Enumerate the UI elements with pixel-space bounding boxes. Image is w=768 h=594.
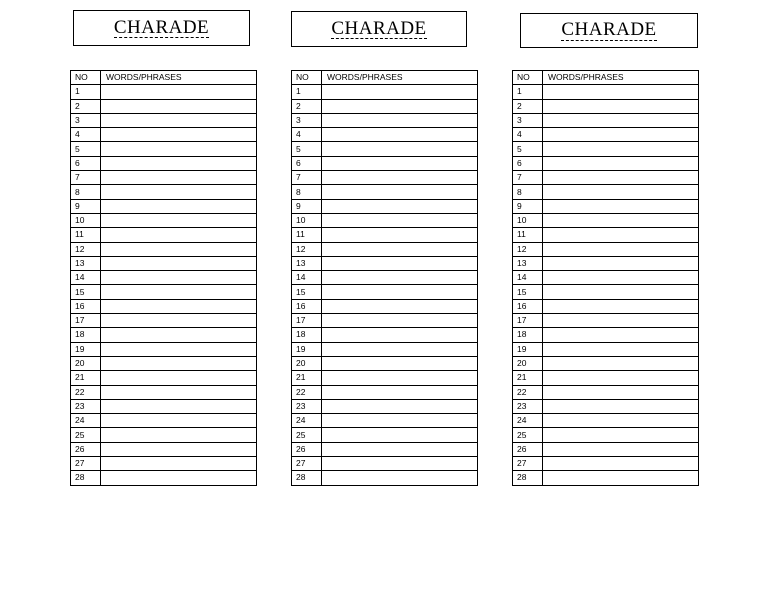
sheet-title: CHARADE: [561, 19, 657, 41]
word-cell[interactable]: [101, 371, 257, 385]
table-row: [513, 399, 699, 413]
row-number: 23: [292, 399, 322, 413]
word-cell[interactable]: [322, 428, 478, 442]
row-number: 6: [292, 156, 322, 170]
table-header-row: [71, 71, 257, 85]
table-row: [292, 85, 478, 99]
row-number: 15: [71, 285, 101, 299]
word-cell[interactable]: [101, 85, 257, 99]
table-row: [513, 142, 699, 156]
word-cell[interactable]: [322, 99, 478, 113]
table-row: [513, 185, 699, 199]
row-number: 18: [292, 328, 322, 342]
word-table-1: [70, 70, 257, 486]
table-row: [292, 457, 478, 471]
row-number: 1: [71, 85, 101, 99]
row-number: 20: [292, 356, 322, 370]
row-number: 1: [292, 85, 322, 99]
table-row: [513, 199, 699, 213]
row-number: 8: [513, 185, 543, 199]
word-cell[interactable]: [322, 199, 478, 213]
table-row: [513, 428, 699, 442]
table-row: [292, 99, 478, 113]
row-number: 28: [71, 471, 101, 485]
row-number: 1: [513, 85, 543, 99]
header-no: NO: [513, 71, 543, 85]
table-row: [71, 185, 257, 199]
table-row: [71, 314, 257, 328]
table-row: [513, 471, 699, 485]
table-row: [292, 213, 478, 227]
row-number: 12: [71, 242, 101, 256]
table-row: [71, 457, 257, 471]
word-cell[interactable]: [101, 228, 257, 242]
row-number: 4: [71, 128, 101, 142]
row-number: 5: [292, 142, 322, 156]
table-row: [292, 185, 478, 199]
word-cell[interactable]: [543, 285, 699, 299]
row-number: 2: [71, 99, 101, 113]
word-cell[interactable]: [101, 171, 257, 185]
row-number: 4: [513, 128, 543, 142]
word-cell[interactable]: [543, 428, 699, 442]
table-row: [71, 213, 257, 227]
row-number: 13: [71, 256, 101, 270]
table-row: [513, 85, 699, 99]
word-cell[interactable]: [101, 256, 257, 270]
row-number: 14: [71, 271, 101, 285]
row-number: 19: [513, 342, 543, 356]
table-row: [292, 442, 478, 456]
table-row: [292, 271, 478, 285]
table-row: [71, 199, 257, 213]
word-cell[interactable]: [101, 99, 257, 113]
row-number: 28: [513, 471, 543, 485]
row-number: 27: [513, 457, 543, 471]
word-cell[interactable]: [101, 314, 257, 328]
row-number: 27: [292, 457, 322, 471]
header-no: NO: [71, 71, 101, 85]
row-number: 20: [71, 356, 101, 370]
row-number: 2: [513, 99, 543, 113]
table-row: [513, 128, 699, 142]
table-row: [513, 414, 699, 428]
word-cell[interactable]: [543, 271, 699, 285]
word-cell[interactable]: [322, 256, 478, 270]
word-cell[interactable]: [322, 171, 478, 185]
row-number: 16: [513, 299, 543, 313]
table-row: [513, 228, 699, 242]
word-cell[interactable]: [543, 242, 699, 256]
table-row: [292, 399, 478, 413]
word-cell[interactable]: [543, 85, 699, 99]
table-header-row: [513, 71, 699, 85]
table-row: [513, 285, 699, 299]
table-row: [71, 242, 257, 256]
word-cell[interactable]: [322, 342, 478, 356]
row-number: 8: [71, 185, 101, 199]
table-row: [71, 85, 257, 99]
word-cell[interactable]: [543, 299, 699, 313]
row-number: 19: [292, 342, 322, 356]
table-row: [292, 328, 478, 342]
table-row: [292, 299, 478, 313]
word-cell[interactable]: [101, 356, 257, 370]
word-cell[interactable]: [543, 457, 699, 471]
word-cell[interactable]: [322, 185, 478, 199]
table-row: [513, 299, 699, 313]
row-number: 23: [513, 399, 543, 413]
row-number: 13: [513, 256, 543, 270]
word-cell[interactable]: [322, 371, 478, 385]
word-cell[interactable]: [101, 128, 257, 142]
table-row: [292, 242, 478, 256]
row-number: 4: [292, 128, 322, 142]
row-number: 11: [513, 228, 543, 242]
table-row: [513, 457, 699, 471]
header-words-phrases: WORDS/PHRASES: [543, 71, 699, 85]
table-row: [71, 299, 257, 313]
row-number: 22: [292, 385, 322, 399]
word-table-3: [512, 70, 699, 486]
table-row: [71, 328, 257, 342]
table-row: [71, 256, 257, 270]
row-number: 20: [513, 356, 543, 370]
row-number: 22: [71, 385, 101, 399]
table-row: [513, 356, 699, 370]
table-row: [71, 113, 257, 127]
word-cell[interactable]: [543, 414, 699, 428]
row-number: 11: [71, 228, 101, 242]
word-cell[interactable]: [543, 199, 699, 213]
word-cell[interactable]: [543, 356, 699, 370]
row-number: 14: [292, 271, 322, 285]
word-cell[interactable]: [322, 457, 478, 471]
table-row: [71, 228, 257, 242]
table-row: [71, 99, 257, 113]
row-number: 7: [292, 171, 322, 185]
row-number: 17: [71, 314, 101, 328]
row-number: 26: [71, 442, 101, 456]
word-cell[interactable]: [101, 113, 257, 127]
table-row: [513, 113, 699, 127]
table-row: [513, 156, 699, 170]
table-row: [513, 242, 699, 256]
word-cell[interactable]: [543, 156, 699, 170]
word-cell[interactable]: [101, 428, 257, 442]
title-box-3: [520, 13, 698, 48]
word-cell[interactable]: [101, 213, 257, 227]
row-number: 22: [513, 385, 543, 399]
word-cell[interactable]: [322, 314, 478, 328]
table-row: [292, 385, 478, 399]
word-cell[interactable]: [322, 156, 478, 170]
row-number: 7: [71, 171, 101, 185]
word-cell[interactable]: [101, 442, 257, 456]
table-row: [292, 471, 478, 485]
row-number: 21: [292, 371, 322, 385]
row-number: 3: [292, 113, 322, 127]
word-cell[interactable]: [322, 471, 478, 485]
word-cell[interactable]: [322, 414, 478, 428]
table-row: [292, 228, 478, 242]
table-row: [513, 314, 699, 328]
row-number: 9: [513, 199, 543, 213]
word-cell[interactable]: [101, 385, 257, 399]
word-cell[interactable]: [543, 185, 699, 199]
word-cell[interactable]: [101, 399, 257, 413]
header-words-phrases: WORDS/PHRASES: [101, 71, 257, 85]
word-cell[interactable]: [101, 342, 257, 356]
row-number: 5: [513, 142, 543, 156]
table-row: [292, 256, 478, 270]
row-number: 24: [513, 414, 543, 428]
word-cell[interactable]: [322, 113, 478, 127]
row-number: 8: [292, 185, 322, 199]
title-box-2: [291, 11, 467, 47]
word-cell[interactable]: [543, 142, 699, 156]
row-number: 16: [71, 299, 101, 313]
row-number: 5: [71, 142, 101, 156]
table-row: [71, 385, 257, 399]
table-row: [513, 171, 699, 185]
table-row: [71, 442, 257, 456]
table-row: [71, 399, 257, 413]
table-row: [513, 442, 699, 456]
row-number: 6: [513, 156, 543, 170]
row-number: 6: [71, 156, 101, 170]
table-row: [71, 171, 257, 185]
table-row: [292, 128, 478, 142]
word-cell[interactable]: [101, 242, 257, 256]
word-cell[interactable]: [101, 142, 257, 156]
row-number: 11: [292, 228, 322, 242]
row-number: 17: [292, 314, 322, 328]
row-number: 26: [292, 442, 322, 456]
word-cell[interactable]: [543, 385, 699, 399]
table-row: [71, 128, 257, 142]
word-cell[interactable]: [543, 328, 699, 342]
word-cell[interactable]: [543, 171, 699, 185]
row-number: 19: [71, 342, 101, 356]
table-row: [71, 156, 257, 170]
word-cell[interactable]: [543, 314, 699, 328]
header-words-phrases: WORDS/PHRASES: [322, 71, 478, 85]
table-row: [513, 271, 699, 285]
word-cell[interactable]: [322, 128, 478, 142]
word-cell[interactable]: [322, 228, 478, 242]
word-cell[interactable]: [101, 471, 257, 485]
word-cell[interactable]: [322, 242, 478, 256]
row-number: 10: [513, 213, 543, 227]
word-cell[interactable]: [543, 228, 699, 242]
word-cell[interactable]: [101, 328, 257, 342]
row-number: 14: [513, 271, 543, 285]
title-box-1: [73, 10, 250, 46]
table-row: [292, 371, 478, 385]
row-number: 16: [292, 299, 322, 313]
word-cell[interactable]: [543, 256, 699, 270]
row-number: 7: [513, 171, 543, 185]
table-row: [71, 356, 257, 370]
row-number: 13: [292, 256, 322, 270]
word-cell[interactable]: [322, 285, 478, 299]
word-cell[interactable]: [101, 199, 257, 213]
row-number: 10: [71, 213, 101, 227]
table-row: [513, 99, 699, 113]
row-number: 27: [71, 457, 101, 471]
word-cell[interactable]: [543, 371, 699, 385]
table-row: [292, 342, 478, 356]
table-row: [71, 471, 257, 485]
table-row: [292, 199, 478, 213]
table-row: [513, 385, 699, 399]
row-number: 15: [513, 285, 543, 299]
row-number: 15: [292, 285, 322, 299]
table-row: [292, 356, 478, 370]
table-row: [71, 371, 257, 385]
table-row: [513, 213, 699, 227]
row-number: 18: [71, 328, 101, 342]
word-cell[interactable]: [101, 271, 257, 285]
row-number: 23: [71, 399, 101, 413]
word-cell[interactable]: [543, 342, 699, 356]
table-row: [292, 428, 478, 442]
word-cell[interactable]: [322, 271, 478, 285]
word-cell[interactable]: [322, 385, 478, 399]
table-row: [292, 285, 478, 299]
sheet-title: CHARADE: [113, 16, 210, 38]
table-row: [513, 342, 699, 356]
row-number: 2: [292, 99, 322, 113]
table-row: [71, 142, 257, 156]
row-number: 3: [513, 113, 543, 127]
word-cell[interactable]: [101, 457, 257, 471]
row-number: 26: [513, 442, 543, 456]
row-number: 24: [292, 414, 322, 428]
row-number: 25: [513, 428, 543, 442]
row-number: 21: [71, 371, 101, 385]
table-row: [71, 342, 257, 356]
row-number: 21: [513, 371, 543, 385]
table-row: [71, 414, 257, 428]
table-row: [71, 271, 257, 285]
word-table-2: [291, 70, 478, 486]
row-number: 12: [292, 242, 322, 256]
word-cell[interactable]: [101, 185, 257, 199]
word-cell[interactable]: [101, 285, 257, 299]
table-row: [513, 371, 699, 385]
row-number: 17: [513, 314, 543, 328]
table-row: [292, 314, 478, 328]
word-cell[interactable]: [543, 213, 699, 227]
table-row: [292, 142, 478, 156]
word-cell[interactable]: [543, 99, 699, 113]
word-cell[interactable]: [322, 85, 478, 99]
word-cell[interactable]: [322, 399, 478, 413]
table-row: [71, 428, 257, 442]
word-cell[interactable]: [322, 142, 478, 156]
table-row: [292, 171, 478, 185]
word-cell[interactable]: [101, 414, 257, 428]
row-number: 9: [292, 199, 322, 213]
row-number: 10: [292, 213, 322, 227]
row-number: 25: [292, 428, 322, 442]
word-cell[interactable]: [101, 299, 257, 313]
word-cell[interactable]: [322, 299, 478, 313]
row-number: 28: [292, 471, 322, 485]
table-row: [513, 256, 699, 270]
row-number: 25: [71, 428, 101, 442]
sheet-title: CHARADE: [331, 17, 427, 39]
table-header-row: [292, 71, 478, 85]
word-cell[interactable]: [101, 156, 257, 170]
word-cell[interactable]: [322, 328, 478, 342]
table-row: [292, 414, 478, 428]
word-cell[interactable]: [543, 471, 699, 485]
table-row: [292, 156, 478, 170]
word-cell[interactable]: [322, 356, 478, 370]
word-cell[interactable]: [322, 442, 478, 456]
table-row: [513, 328, 699, 342]
row-number: 12: [513, 242, 543, 256]
table-row: [71, 285, 257, 299]
header-no: NO: [292, 71, 322, 85]
word-cell[interactable]: [543, 442, 699, 456]
table-row: [292, 113, 478, 127]
word-cell[interactable]: [543, 113, 699, 127]
row-number: 18: [513, 328, 543, 342]
word-cell[interactable]: [322, 213, 478, 227]
row-number: 9: [71, 199, 101, 213]
row-number: 3: [71, 113, 101, 127]
row-number: 24: [71, 414, 101, 428]
word-cell[interactable]: [543, 128, 699, 142]
word-cell[interactable]: [543, 399, 699, 413]
